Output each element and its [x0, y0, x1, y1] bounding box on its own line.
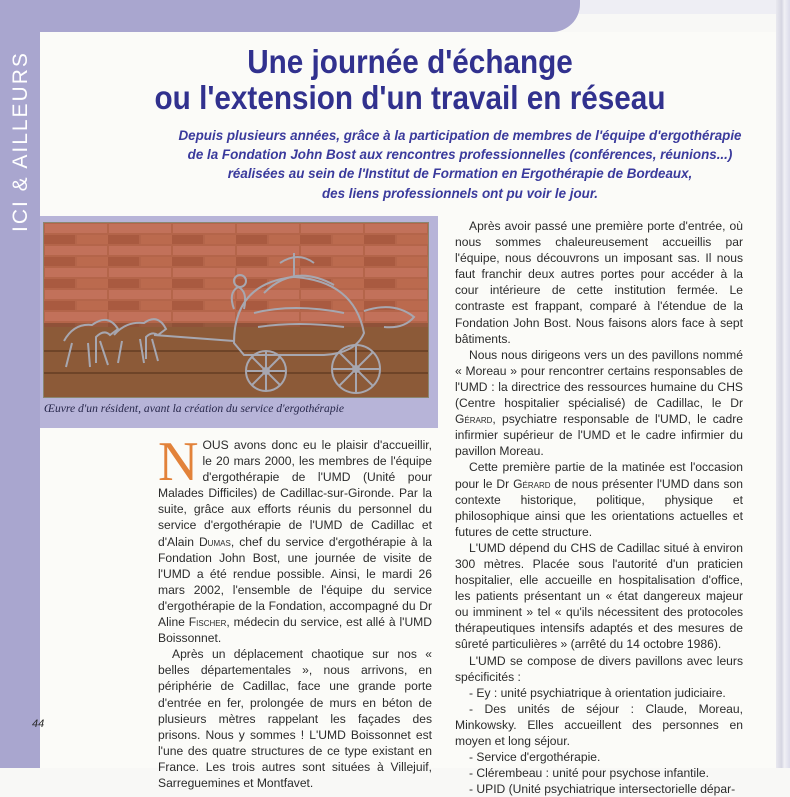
lead-line: de la Fondation John Bost aux rencontres professionnelles (conférences, réunions...): [187, 147, 733, 163]
photo-caption: Œuvre d'un résident, avant la création du service d'ergothérapie: [44, 402, 344, 415]
text-run: , psychiatre responsable de l'UMD, le cadre infirmier supérieur de l'UMD et le cadre infirmier du pavillon Moreau.: [455, 412, 743, 459]
section-side-band: [0, 0, 40, 768]
article-lead: [150, 126, 770, 203]
lead-line: réalisées au sein de l'Institut de Formation en Ergothérapie de Bordeaux,: [227, 166, 693, 182]
body-paragraph: Après avoir passé une première porte d'entrée, où nous sommes chaleureusement accueillis par l'équipe, nous découvrons un imposant sas. Il nous faut franchir deux autres portes pour accéder à la cour intérieure de cette institution fermée. Le contraste est frappant, comparé à l'étendue de la Fondation John Bost. Nous faisons alors face à sept bâtiments.: [455, 219, 743, 346]
text-run: Cette première partie de la matinée est l'occasion pour le Dr: [455, 460, 743, 491]
title-line-2: ou l'extension d'un travail en réseau: [154, 79, 666, 116]
left-column: [158, 431, 432, 791]
body-paragraph: Après un déplacement chaotique sur nos « belles départementales », nous arrivons, en périphérie de Cadillac, face une grande porte d'entrée en fer, prolongée de murs en béton de plusieurs mètres rappelant les façades des prisons. Nous y sommes ! L'UMD Boissonnet est l'une des quatre structures de ce type existant en France. Les trois autres sont situées à Villejuif, Sarreguemines et Montfavet.: [158, 647, 432, 790]
list-item: - Clérembeau : unité pour psychose infantile.: [469, 766, 709, 781]
person-name: Fischer: [188, 615, 227, 630]
person-name: Gérard: [513, 476, 551, 491]
text-run: OUS avons donc eu le plaisir d'accueillir, le 20 mars 2000, les membres de l'équipe d'ergothérapie de l'UMD (Unité pour Malades Difficiles) de Cadillac-sur-Gironde. Par la suite, grâce aux efforts réunis du personnel du service d'ergothérapie de l'UMD de Cadillac et d'Alain: [158, 438, 432, 549]
text-run: de nous présenter l'UMD dans son contexte historique, politique, physique et philosophique ainsi que les orientations actuelles et futures de cette structure.: [455, 476, 743, 539]
list-item: - Service d'ergothérapie.: [469, 750, 601, 765]
body-paragraph: [158, 431, 432, 646]
list-item: - Des unités de séjour : Claude, Moreau, Minkowsky. Elles accueillent des personnes en moyen et long séjour.: [455, 701, 743, 748]
carriage-artwork-photo: [43, 222, 429, 398]
page-edge: [776, 0, 790, 768]
list-item: - UPID (Unité psychiatrique intersectorielle dépar-: [469, 782, 736, 797]
top-band: [0, 0, 580, 32]
body-paragraph: L'UMD se compose de divers pavillons avec leurs spécificités :: [455, 653, 743, 684]
section-label: ICI & AILLEURS: [9, 51, 32, 232]
article-title: [95, 44, 725, 116]
list-item: - Ey : unité psychiatrique à orientation judiciaire.: [469, 685, 726, 700]
lead-line: des liens professionnels ont pu voir le jour.: [321, 185, 599, 201]
person-name: Gérard: [455, 412, 493, 427]
right-column: [455, 218, 743, 797]
page-number: 44: [32, 718, 45, 730]
text-run: Nous nous dirigeons vers un des pavillons nommé « Moreau » pour rencontrer certains responsables de l'UMD : la directrice des ressources humaine du CHS (Centre hospitalier spécialisé) de Cadillac, le Dr: [455, 347, 743, 411]
text-run: , médecin du service, est allé à l'UMD Boissonnet.: [158, 615, 432, 646]
drop-cap: N: [158, 431, 199, 493]
body-paragraph: L'UMD dépend du CHS de Cadillac situé à environ 300 mètres. Placée sous l'autorité d'un praticien hospitalier, elle accueille en hospitalisation d'office, les patients présentant un « état dangereux majeur ou imminent » tel « qu'ils nécessitent des protocoles thérapeutiques intensifs adaptés et des mesures de sûreté particulières » (arrêté du 14 octobre 1986).: [455, 540, 743, 652]
body-paragraph: [455, 347, 743, 460]
person-name: Dumas: [198, 534, 231, 549]
text-run: , chef du service d'ergothérapie à la Fondation John Bost, une journée de visite de l'UMD a été rendue possible. Ainsi, le mardi 26 mars 2002, l'ensemble de l'équipe du service d'ergothérapie de la Fondation, accompagné du Dr Aline: [158, 534, 432, 630]
title-line-1: Une journée d'échange: [247, 43, 573, 80]
top-band-right: [560, 0, 776, 14]
body-paragraph: [455, 459, 743, 539]
lead-line: Depuis plusieurs années, grâce à la participation de membres de l'équipe d'ergothérapie: [178, 128, 742, 143]
